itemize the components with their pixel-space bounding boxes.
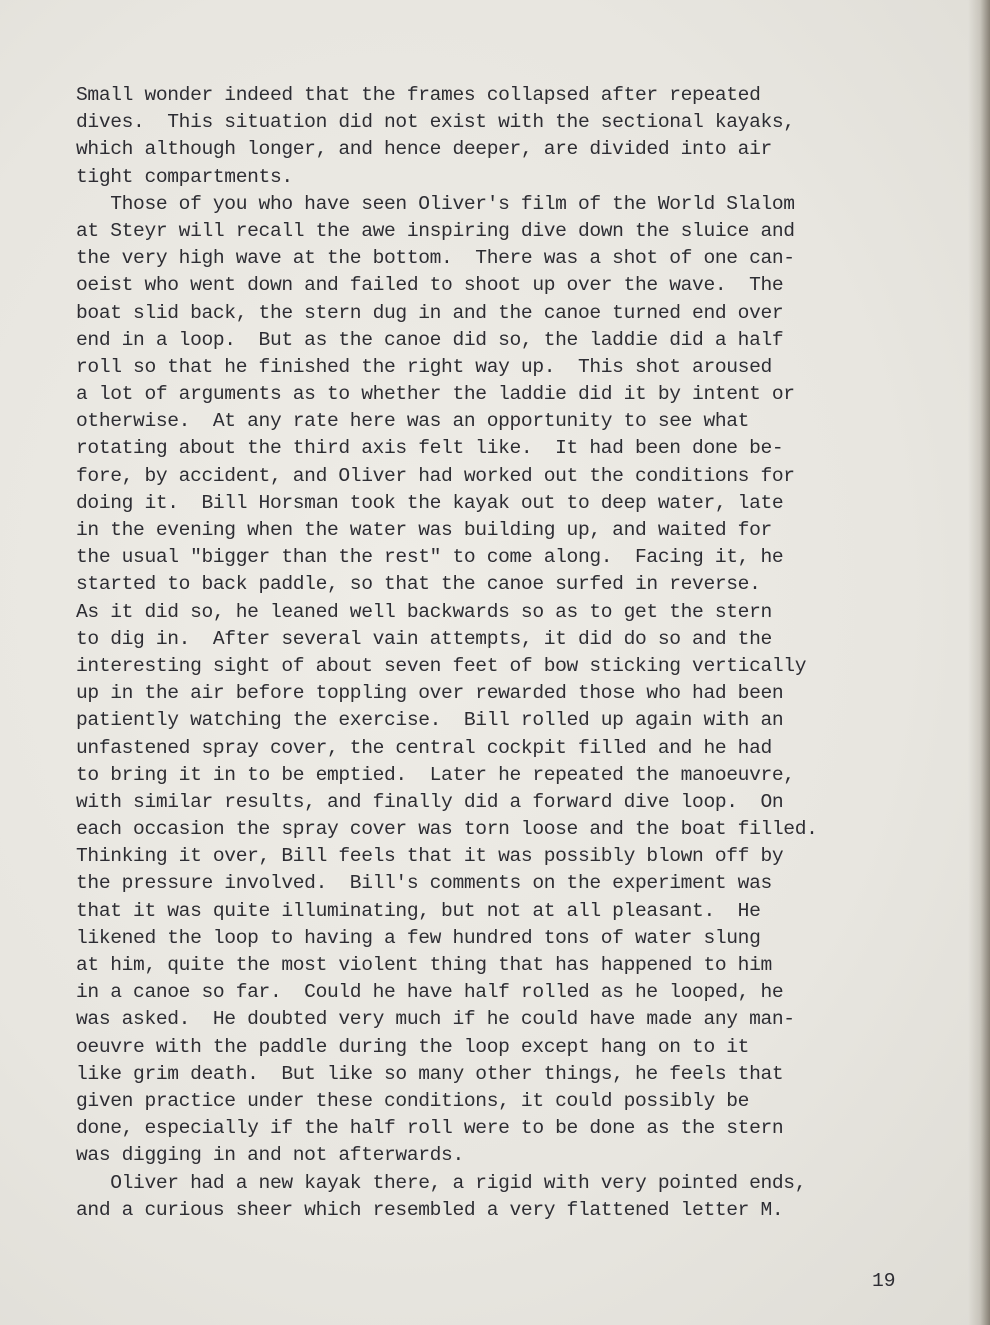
text-line: Oliver had a new kayak there, a rigid with very pointed ends, — [76, 1171, 807, 1194]
text-line: otherwise. At any rate here was an opportunity to see what — [76, 410, 750, 433]
text-line: likened the loop to having a few hundred tons of water slung — [76, 926, 761, 949]
text-line: As it did so, he leaned well backwards so as to get the stern — [76, 600, 772, 623]
text-line: at him, quite the most violent thing that has happened to him — [76, 954, 772, 976]
text-line: in the evening when the water was building up, and waited for — [76, 519, 772, 541]
body-text — [76, 82, 966, 1224]
text-line: up in the air before toppling over rewarded those who had been — [76, 682, 784, 705]
text-line: to bring it in to be emptied. Later he repeated the manoeuvre, — [76, 763, 795, 786]
text-line: boat slid back, the stern dug in and the canoe turned end over — [76, 301, 784, 324]
text-line: in a canoe so far. Could he have half rolled as he looped, he — [76, 981, 784, 1004]
page-edge-shadow — [968, 0, 990, 1325]
text-line: was asked. He doubted very much if he could have made any man- — [76, 1008, 795, 1031]
text-line: each occasion the spray cover was torn loose and the boat filled. — [76, 818, 818, 841]
text-line: doing it. Bill Horsman took the kayak out to deep water, late — [76, 491, 784, 514]
text-line: with similar results, and finally did a forward dive loop. On — [76, 790, 784, 813]
text-line: Small wonder indeed that the frames collapsed after repeated — [76, 84, 761, 106]
text-line: started to back paddle, so that the canoe surfed in reverse. — [76, 573, 761, 596]
text-line: oeuvre with the paddle during the loop except hang on to it — [76, 1035, 750, 1058]
text-line: a lot of arguments as to whether the laddie did it by intent or — [76, 383, 795, 406]
text-line: was digging in and not afterwards. — [76, 1144, 464, 1167]
text-line: done, especially if the half roll were to be done as the stern — [76, 1117, 784, 1140]
text-line: the usual "bigger than the rest" to come along. Facing it, he — [76, 546, 784, 569]
text-line: the very high wave at the bottom. There was a shot of one can- — [76, 247, 795, 270]
text-line: dives. This situation did not exist with the sectional kayaks, — [76, 111, 795, 134]
text-line: unfastened spray cover, the central cockpit filled and he had — [76, 736, 772, 759]
text-line: the pressure involved. Bill's comments on the experiment was — [76, 872, 772, 895]
text-line: given practice under these conditions, it could possibly be — [76, 1089, 750, 1112]
text-line: fore, by accident, and Oliver had worked out the conditions for — [76, 464, 795, 487]
text-line: like grim death. But like so many other things, he feels that — [76, 1062, 784, 1085]
text-line: at Steyr will recall the awe inspiring dive down the sluice and — [76, 219, 795, 242]
text-line: that it was quite illuminating, but not at all pleasant. He — [76, 899, 761, 922]
text-line: roll so that he finished the right way up. This shot aroused — [76, 355, 772, 378]
text-line: to dig in. After several vain attempts, it did do so and the — [76, 627, 772, 650]
text-line: end in a loop. But as the canoe did so, the laddie did a half — [76, 328, 784, 351]
text-line: rotating about the third axis felt like. It had been done be- — [76, 437, 784, 460]
text-line: and a curious sheer which resembled a very flattened letter M. — [76, 1198, 784, 1221]
text-line: which although longer, and hence deeper, are divided into air — [76, 138, 772, 161]
page-number: 19 — [872, 1270, 896, 1292]
text-line: tight compartments. — [76, 165, 293, 188]
text-line: interesting sight of about seven feet of bow sticking vertically — [76, 654, 807, 677]
text-line: oeist who went down and failed to shoot up over the wave. The — [76, 274, 784, 297]
text-line: patiently watching the exercise. Bill rolled up again with an — [76, 709, 784, 732]
text-line: Those of you who have seen Oliver's film of the World Slalom — [76, 192, 795, 215]
text-line: Thinking it over, Bill feels that it was possibly blown off by — [76, 845, 784, 868]
